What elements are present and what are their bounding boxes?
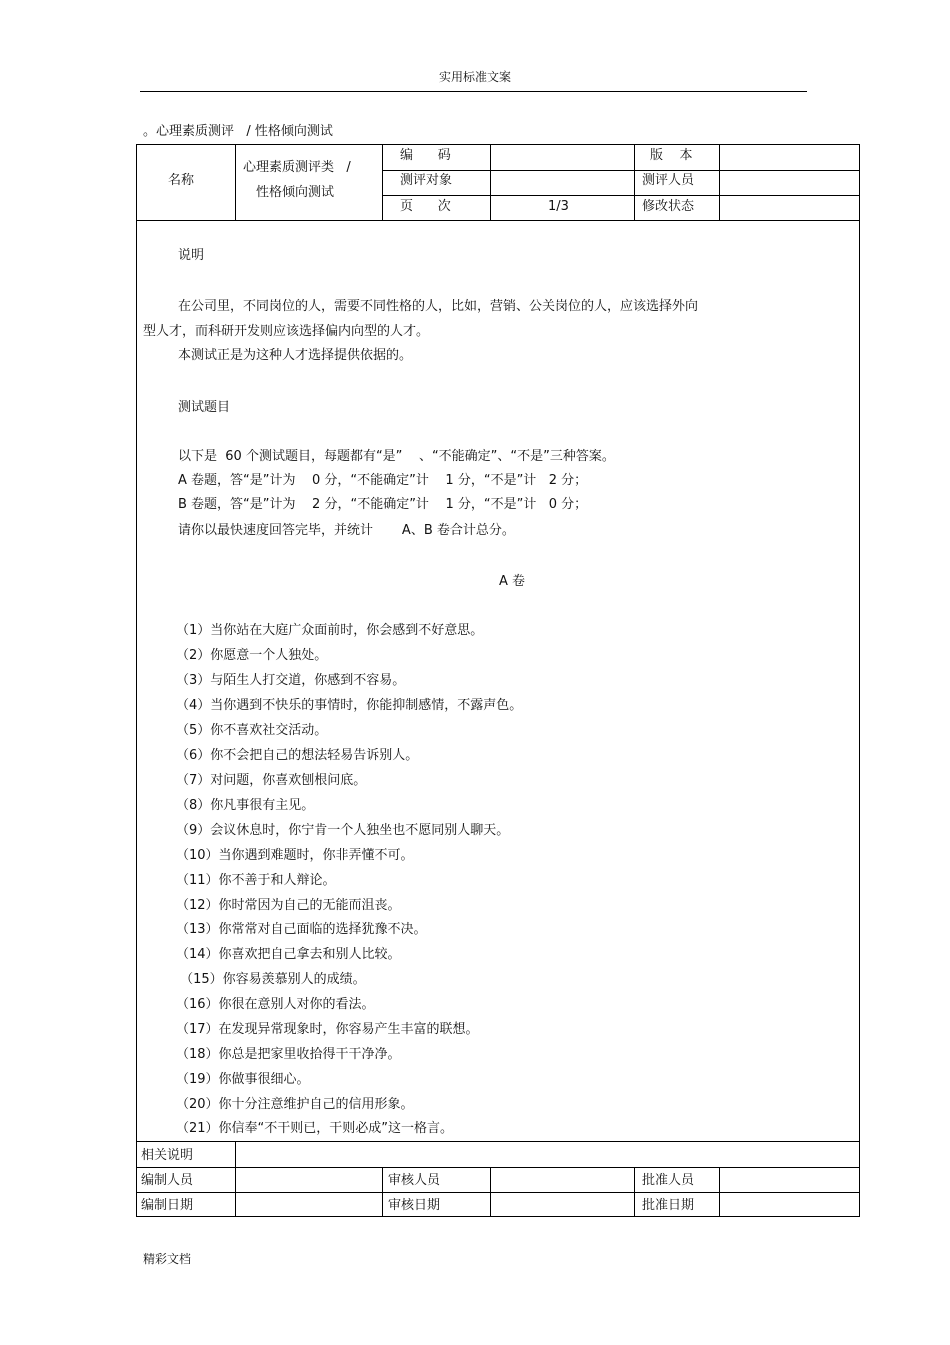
question-item: （18）你总是把家里收拾得干干净净。 [176, 1047, 401, 1062]
question-item: （1）当你站在大庭广众面前时，你会感到不好意思。 [176, 623, 484, 638]
question-item: （3）与陌生人打交道，你感到不容易。 [176, 673, 406, 688]
question-item: （15）你容易羡慕别人的成绩。 [176, 972, 366, 987]
object-label: 测评对象 [400, 173, 453, 188]
info-row-divider-1 [382, 170, 860, 171]
footer-col-divider-1 [235, 1141, 236, 1217]
evaluator-label: 测评人员 [642, 173, 695, 188]
footer-row-divider-1 [136, 1167, 860, 1168]
footer-table-top [136, 1141, 860, 1142]
question-item: （2）你愿意一个人独处。 [176, 648, 328, 663]
footer-col-divider-3 [490, 1167, 491, 1217]
question-item: （12）你时常因为自己的无能而沮丧。 [176, 898, 401, 913]
question-item: （20）你十分注意维护自己的信用形象。 [176, 1097, 414, 1112]
page-label: 页 次 [400, 199, 451, 214]
intro-heading: 说明 [178, 248, 205, 263]
version-label: 版 本 [650, 148, 693, 163]
question-item: （16）你很在意别人对你的看法。 [176, 997, 375, 1012]
info-col-divider-3 [490, 144, 491, 220]
related-label: 相关说明 [141, 1148, 194, 1163]
test-heading: 测试题目 [178, 400, 231, 415]
edit-date-label: 编制日期 [141, 1198, 194, 1213]
question-item: （21）你信奉“不干则已，干则必成”这一格言。 [176, 1121, 454, 1136]
footer-col-divider-5 [719, 1167, 720, 1217]
header-divider [140, 91, 807, 92]
question-item: （11）你不善于和人辩论。 [176, 873, 336, 888]
name-value-line2: 性格倾向测试 [256, 185, 335, 200]
info-row-divider-2 [382, 195, 860, 196]
question-item: （13）你常常对自己面临的选择犹豫不决。 [176, 922, 427, 937]
page-header: 实用标准文案 [438, 70, 511, 84]
question-item: （10）当你遇到难题时，你非弄懂不可。 [176, 848, 414, 863]
rule-line-1: 以下是 60 个测试题目，每题都有“是” 、“不能确定”、“不是”三种答案。 [178, 449, 615, 464]
question-item: （6）你不会把自己的想法轻易告诉别人。 [176, 748, 419, 763]
info-col-divider-5 [719, 144, 720, 220]
question-item: （17）在发现异常现象时，你容易产生丰富的联想。 [176, 1022, 479, 1037]
name-value-line1: 心理素质测评类 / [243, 160, 351, 175]
page-footer: 精彩文档 [143, 1252, 192, 1266]
approve-date-label: 批准日期 [642, 1198, 695, 1213]
question-item: （4）当你遇到不快乐的事情时，你能抑制感情，不露声色。 [176, 698, 523, 713]
code-label: 编 码 [400, 148, 451, 163]
rule-line-4: 请你以最快速度回答完毕，并统计 A、B 卷合计总分。 [178, 523, 515, 538]
review-date-label: 审核日期 [388, 1198, 441, 1213]
question-item: （7）对问题，你喜欢刨根问底。 [176, 773, 367, 788]
question-item: （5）你不喜欢社交活动。 [176, 723, 328, 738]
question-item: （9）会议休息时，你宁肯一个人独坐也不愿同别人聊天。 [176, 823, 510, 838]
info-table-bottom [136, 220, 860, 221]
question-item: （14）你喜欢把自己拿去和别人比较。 [176, 947, 401, 962]
editor-label: 编制人员 [141, 1173, 194, 1188]
footer-row-divider-2 [136, 1192, 860, 1193]
doc-title: 。心理素质测评 / 性格倾向测试 [143, 124, 333, 139]
rule-line-3: B 卷题，答“是”计为 2 分，“不能确定”计 1 分，“不是”计 0 分； [178, 497, 588, 512]
revision-label: 修改状态 [642, 199, 695, 214]
info-col-divider-4 [634, 144, 635, 220]
info-col-divider-1 [235, 144, 236, 220]
info-col-divider-2 [382, 144, 383, 220]
question-item: （8）你凡事很有主见。 [176, 798, 315, 813]
page-value: 1/3 [548, 199, 569, 214]
footer-col-divider-2 [382, 1167, 383, 1217]
name-label: 名称 [168, 173, 195, 188]
section-a-title: A 卷 [499, 574, 526, 589]
rule-line-2: A 卷题，答“是”计为 0 分，“不能确定”计 1 分，“不是”计 2 分； [178, 473, 588, 488]
reviewer-label: 审核人员 [388, 1173, 441, 1188]
approver-label: 批准人员 [642, 1173, 695, 1188]
intro-paragraph-line1: 在公司里，不同岗位的人，需要不同性格的人，比如，营销、公关岗位的人，应该选择外向 [178, 299, 699, 314]
intro-paragraph-line2: 型人才，而科研开发则应该选择偏内向型的人才。 [143, 324, 430, 339]
footer-col-divider-4 [634, 1167, 635, 1217]
question-item: （19）你做事很细心。 [176, 1072, 310, 1087]
intro-paragraph-2: 本测试正是为这种人才选择提供依据的。 [178, 348, 413, 363]
